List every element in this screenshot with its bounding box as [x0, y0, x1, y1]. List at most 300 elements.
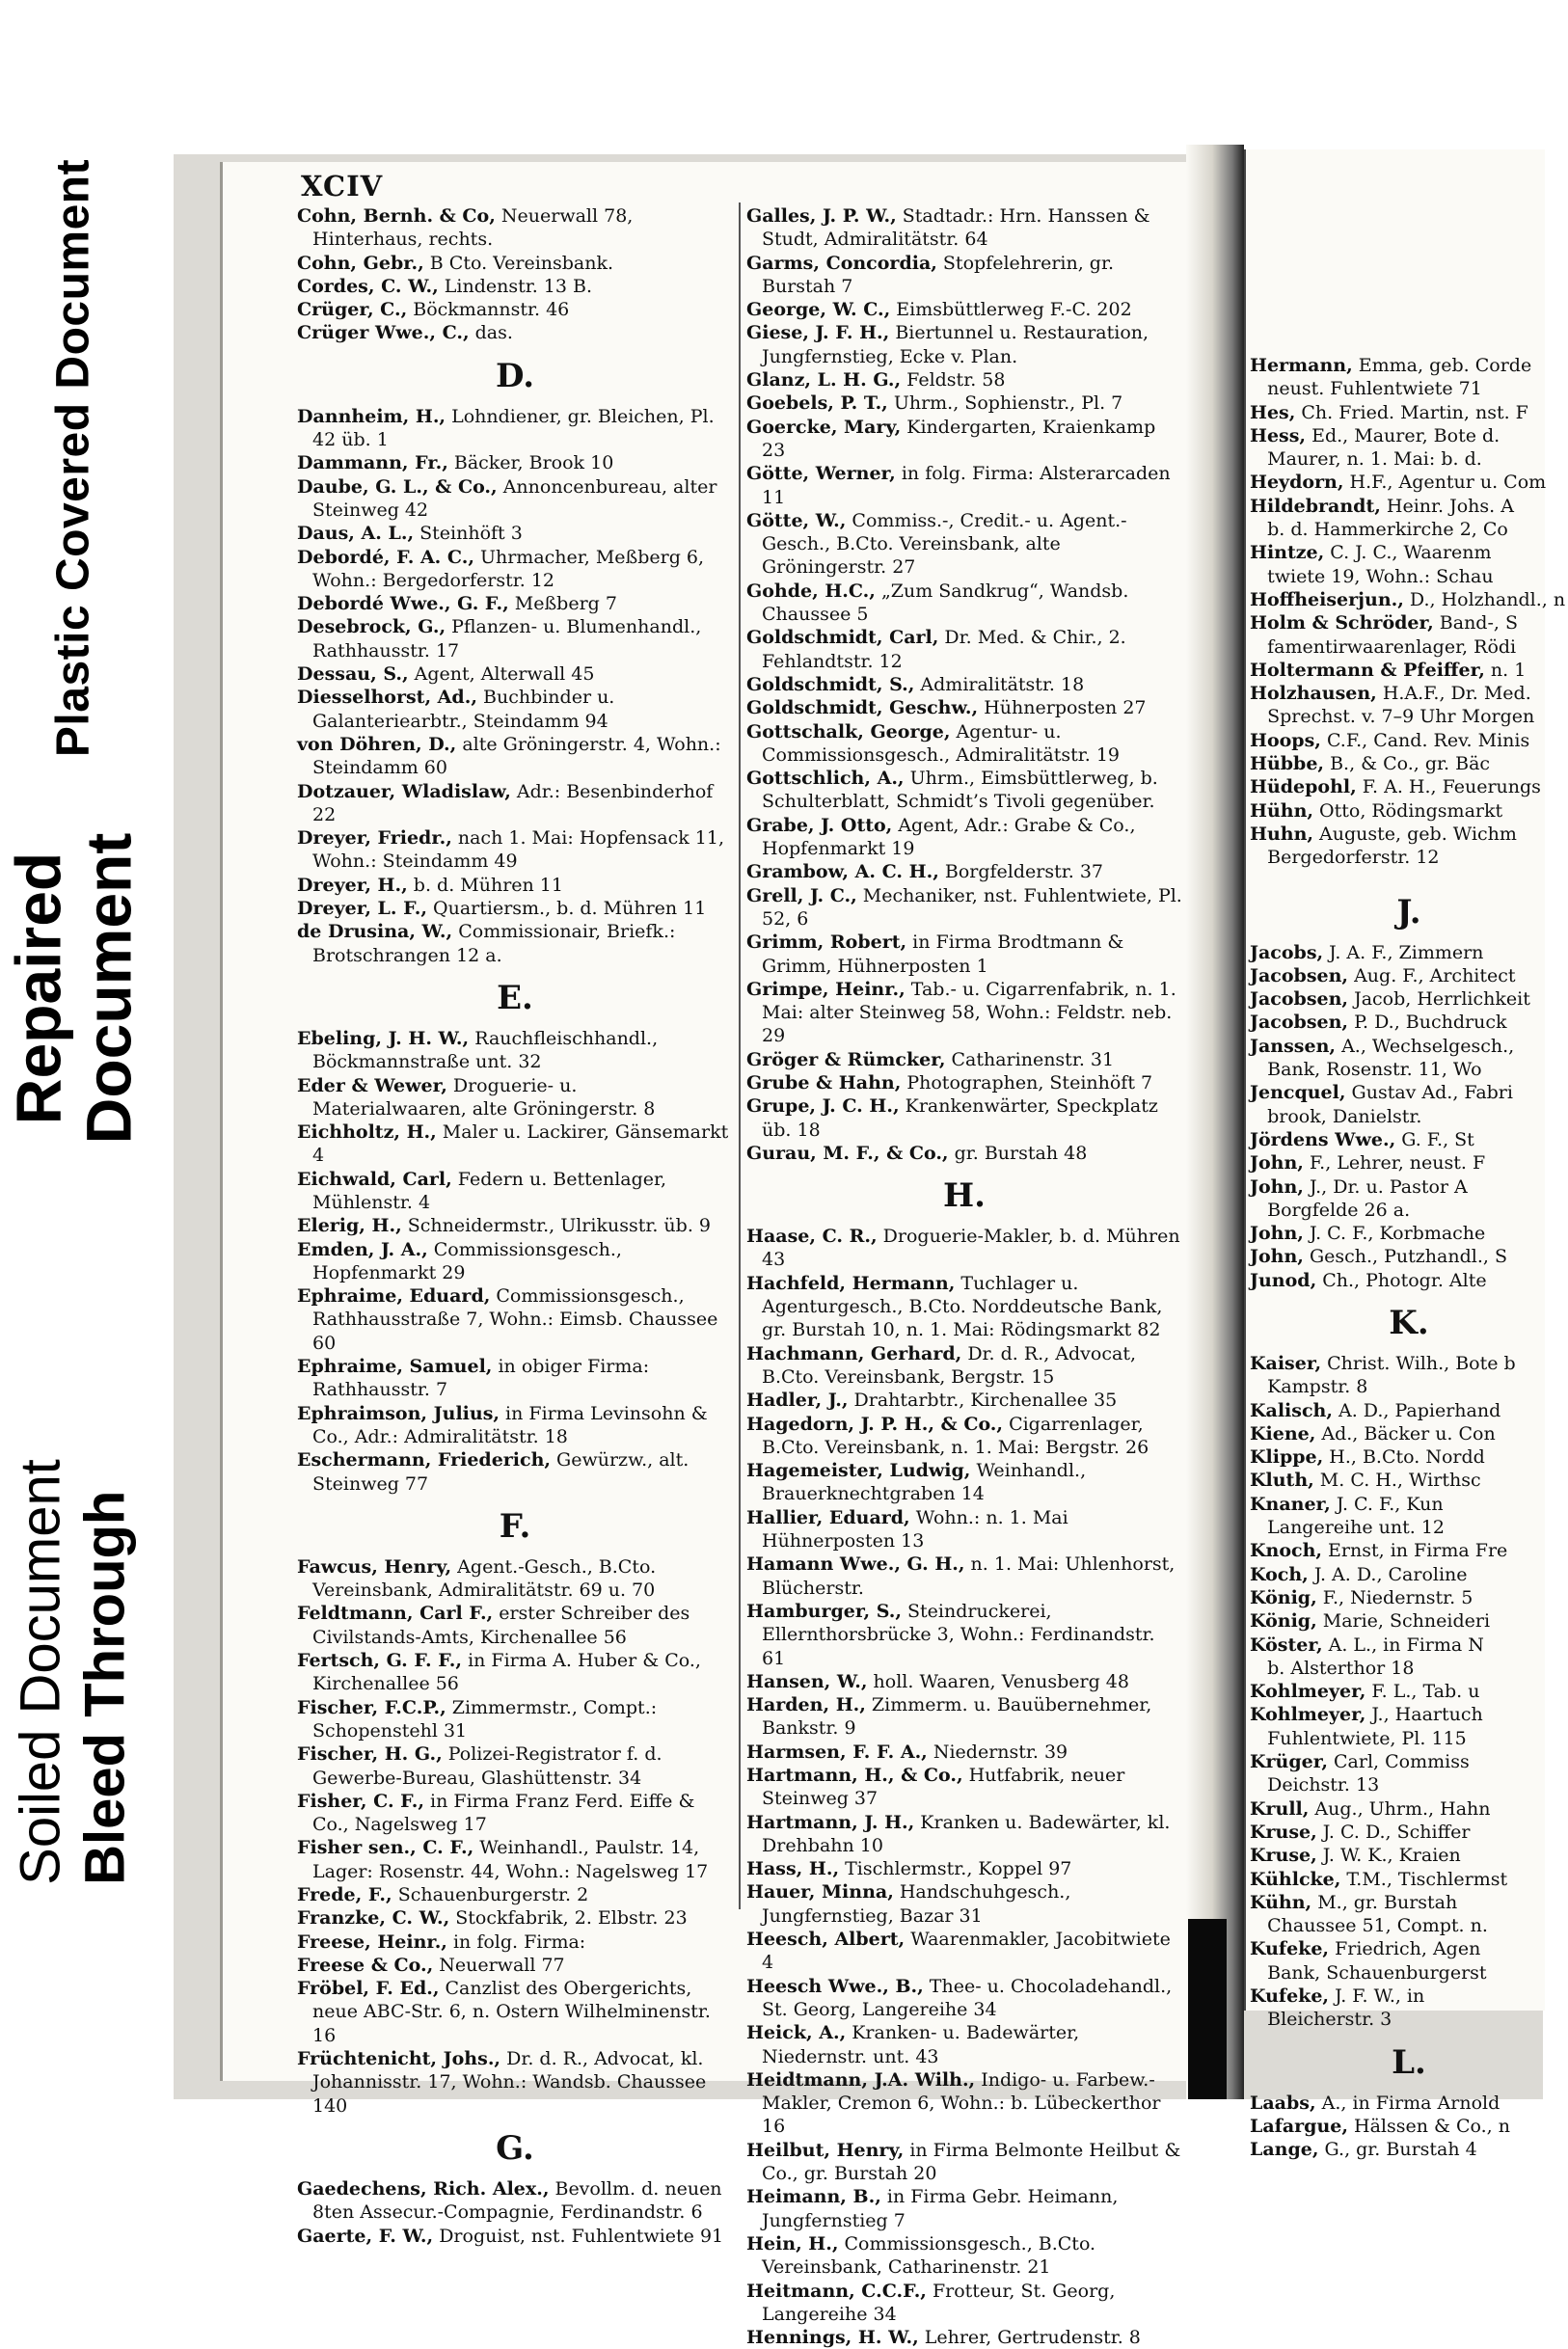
entry-name: von Döhren, D., — [297, 733, 457, 755]
directory-line: brook, Danielstr. — [1250, 1105, 1422, 1127]
entry-name: Goldschmidt, Geschw., — [746, 697, 979, 719]
entry-name: Laabs, — [1250, 2092, 1316, 2114]
directory-entry — [746, 1693, 1182, 1741]
directory-line — [1250, 1984, 1568, 2008]
entry-name: Gaedechens, Rich. Alex., — [297, 2177, 550, 2200]
entry-details: Weinhandl., Brauerknechtgraben 14 — [762, 1460, 1087, 1505]
entry-name: Götte, W., — [746, 509, 847, 531]
entry-name: Crüger, C., — [297, 299, 408, 321]
entry-name: Cohn, Gebr., — [297, 252, 424, 274]
right-page — [1244, 149, 1566, 2161]
entry-name: Gohde, H.C., — [746, 580, 876, 602]
entry-name: Hartmann, H., & Co., — [746, 1765, 963, 1786]
entry-name: Dotzauer, Wladislaw, — [297, 780, 511, 802]
entry-name: Kohlmeyer, — [1250, 1704, 1366, 1726]
directory-line — [1250, 823, 1568, 846]
entry-details: Tab.- u. Cigarrenfabrik, n. 1. Mai: alter Steinweg 58, Wohn.: Feldstr. neb. 29 — [762, 978, 1176, 1047]
entry-name: Hartmann, J. H., — [746, 1811, 915, 1833]
entry-name: Grell, J. C., — [746, 884, 857, 906]
entry-details: Jacob, Herrlichkeit — [1348, 988, 1530, 1011]
entry-details: T.M., Tischlermst — [1340, 1868, 1508, 1890]
entry-name: Eichholtz, H., — [297, 1121, 437, 1144]
directory-line — [1250, 1750, 1568, 1773]
entry-details: C.F., Cand. Rev. Minis — [1320, 729, 1530, 751]
directory-entry — [297, 321, 733, 344]
entry-name: Giese, J. F. H., — [746, 322, 890, 344]
entry-name: König, — [1250, 1610, 1317, 1633]
directory-line — [1250, 1422, 1568, 1445]
entry-name: Hein, H., — [746, 2232, 839, 2254]
directory-entry — [297, 475, 733, 523]
directory-line — [1250, 588, 1568, 611]
entry-details: Commissionsgesch., Rathhausstraße 7, Wohn.: Eimsb. Chaussee 60 — [312, 1285, 718, 1354]
section-letter: J. — [1396, 892, 1421, 932]
directory-line — [1250, 1469, 1568, 1492]
entry-name: Goercke, Mary, — [746, 416, 902, 438]
entry-name: Grimm, Robert, — [746, 932, 907, 954]
entry-name: Eichwald, Carl, — [297, 1168, 452, 1190]
directory-line — [1250, 659, 1568, 682]
entry-name: Hamburger, S., — [746, 1600, 902, 1622]
directory-line — [1250, 495, 1568, 518]
directory-entry — [297, 275, 733, 298]
entry-details: „Zum Sandkrug“, Wandsb. Chaussee 5 — [762, 580, 1129, 626]
entry-details: Pflanzen- u. Blumenhandl., Rathhausstr. 17 — [312, 616, 702, 662]
directory-line: famentirwaarenlager, Rödi — [1250, 635, 1517, 658]
directory-line: Maurer, n. 1. Mai: b. d. — [1250, 448, 1482, 471]
directory-entry — [297, 1284, 733, 1355]
plastic-covered-text: Plastic Covered Document — [47, 158, 99, 758]
entry-name: Franzke, C. W., — [297, 1907, 450, 1930]
entry-name: Gaerte, F. W., — [297, 2225, 434, 2247]
entry-details: in Firma Franz Ferd. Eiffe & Co., Nagelsweg 17 — [312, 1790, 695, 1836]
entry-name: Lafargue, — [1250, 2115, 1348, 2137]
entry-name: Hennings, H. W., — [746, 2327, 919, 2349]
entry-name: Kaiser, — [1250, 1352, 1322, 1374]
section-letter: D. — [495, 356, 535, 395]
directory-line — [1250, 1493, 1568, 1516]
directory-line — [1250, 1586, 1568, 1609]
plastic-covered-label — [0, 158, 147, 758]
directory-line — [1250, 611, 1568, 634]
entry-name: Kruse, — [1250, 1821, 1317, 1843]
entry-name: Grimpe, Heinr., — [746, 978, 906, 1000]
directory-line: Borgfelde 26 a. — [1250, 1199, 1411, 1221]
directory-line — [1250, 541, 1568, 564]
directory-entry — [297, 1238, 733, 1285]
entry-name: Kühn, — [1250, 1891, 1312, 1913]
entry-details: Waarenmakler, Jacobitwiete 4 — [762, 1929, 1171, 1974]
entry-name: Frede, F., — [297, 1884, 392, 1905]
entry-name: Dammann, Fr., — [297, 452, 448, 474]
entry-details: B Cto. Vereinsbank. — [423, 252, 614, 274]
directory-entry — [297, 1448, 733, 1496]
entry-name: Cohn, Bernh. & Co, — [297, 205, 496, 227]
entry-details: Band-, S — [1433, 612, 1518, 634]
entry-name: Hallier, Eduard, — [746, 1506, 910, 1528]
entry-name: Goldschmidt, S., — [746, 673, 915, 695]
directory-entry — [297, 1930, 733, 1954]
entry-details: J. C. D., Schiffer — [1316, 1821, 1471, 1843]
entry-name: Hauer, Minna, — [746, 1881, 894, 1904]
entry-details: Böckmannstr. 46 — [407, 299, 570, 321]
entry-details: Catharinenstr. 31 — [945, 1048, 1115, 1070]
directory-entry — [297, 204, 733, 252]
entry-details: Stockfabrik, 2. Elbstr. 23 — [449, 1907, 688, 1930]
entry-details: Lehrer, Gertrudenstr. 8 — [918, 2327, 1141, 2349]
entry-name: Knaner, — [1250, 1493, 1331, 1515]
directory-entry — [746, 1094, 1182, 1142]
directory-entry — [746, 978, 1182, 1048]
entry-details: Uhrm., Sophienstr., Pl. 7 — [887, 392, 1123, 415]
directory-line — [1250, 964, 1568, 987]
entry-details: in Firma Levinsohn & Co., Adr.: Admiralitätstr. 18 — [312, 1402, 708, 1447]
entry-name: Krull, — [1250, 1797, 1310, 1820]
entry-details: Commiss.-, Credit.- u. Agent.-Gesch., B.Cto. Vereinsbank, alte Gröningerstr. 27 — [762, 509, 1127, 579]
directory-line — [1250, 1821, 1568, 1844]
entry-details: n. 1. Mai: Uhlenhorst, Blücherstr. — [762, 1553, 1176, 1599]
entry-details: Stopfelehrerin, gr. Burstah 7 — [762, 252, 1115, 297]
entry-name: Grupe, J. C. H., — [746, 1095, 900, 1118]
soiled-bleed-label — [0, 1244, 147, 2099]
directory-line — [1250, 987, 1568, 1011]
entry-details: in folg. Firma: Alsterarcaden 11 — [762, 463, 1171, 508]
directory-entry — [746, 1741, 1182, 1764]
directory-line: b. Alsterthor 18 — [1250, 1657, 1415, 1679]
entry-details: Wohn.: n. 1. Mai Hühnerposten 13 — [762, 1506, 1068, 1552]
entry-details: Schneidermstr., Ulrikusstr. üb. 9 — [401, 1215, 711, 1237]
entry-name: Junod, — [1250, 1269, 1317, 1291]
entry-details: Schauenburgerstr. 2 — [392, 1884, 589, 1905]
directory-entry — [297, 1742, 733, 1790]
entry-details: Ed., Maurer, Bote d. — [1306, 424, 1500, 446]
directory-line — [1250, 682, 1568, 705]
directory-line: Deichstr. 13 — [1250, 1774, 1380, 1796]
book-gutter — [1186, 145, 1244, 2099]
entry-name: Krüger, — [1250, 1751, 1328, 1773]
entry-name: Dessau, S., — [297, 663, 409, 686]
directory-line — [1250, 1445, 1568, 1469]
entry-details: Gustav Ad., Fabri — [1345, 1082, 1513, 1104]
entry-name: Galles, J. P. W., — [746, 205, 897, 227]
directory-entry — [297, 920, 733, 967]
entry-name: Grube & Hahn, — [746, 1071, 902, 1094]
entry-name: Dreyer, Friedr., — [297, 827, 452, 850]
entry-details: in Firma Gebr. Heimann, Jungfernstieg 7 — [762, 2186, 1119, 2231]
entry-name: Garms, Concordia, — [746, 252, 937, 274]
entry-details: in Firma Belmonte Heilbut & Co., gr. Burstah 20 — [762, 2139, 1181, 2185]
entry-name: Hermann, — [1250, 355, 1353, 376]
directory-entry — [297, 897, 733, 920]
directory-line — [1250, 1868, 1568, 1891]
entry-name: Daube, G. L., & Co., — [297, 475, 498, 498]
directory-line — [1250, 729, 1568, 752]
entry-name: Harmsen, F. F. A., — [746, 1741, 928, 1763]
entry-name: Heydorn, — [1250, 472, 1344, 494]
entry-details: A., in Firma Arnold — [1315, 2092, 1500, 2114]
directory-entry — [746, 2068, 1182, 2139]
entry-name: Glanz, L. H. G., — [746, 369, 902, 392]
directory-entry — [746, 1928, 1182, 1975]
entry-details: G. F., St — [1395, 1128, 1474, 1150]
entry-details: Polizei-Registrator f. d. Gewerbe-Bureau, Glashüttenstr. 34 — [312, 1743, 662, 1789]
directory-entry — [746, 1880, 1182, 1928]
entry-name: Hamann Wwe., G. H., — [746, 1553, 965, 1576]
entry-name: John, — [1250, 1223, 1304, 1245]
entry-details: Niedernstr. 39 — [927, 1741, 1068, 1763]
entry-details: H., B.Cto. Nordd — [1323, 1446, 1485, 1469]
entry-name: Huhn, — [1250, 823, 1314, 845]
directory-line: Kampstr. 8 — [1250, 1376, 1368, 1398]
entry-details: Buchbinder u. Galanteriearbtr., Steindamm 94 — [312, 687, 615, 732]
entry-name: Cordes, C. W., — [297, 275, 439, 297]
entry-details: Heinr. Johs. A — [1380, 495, 1514, 517]
directory-entry — [746, 1600, 1182, 1670]
entry-details: Zimmerm. u. Bauübernehmer, Bankstr. 9 — [762, 1694, 1152, 1740]
directory-entry — [746, 814, 1182, 861]
entry-details: Steinhöft 3 — [414, 523, 523, 545]
entry-name: Harden, H., — [746, 1694, 866, 1716]
entry-details: Annoncenbureau, alter Steinweg 42 — [312, 475, 717, 521]
directory-line — [1250, 1539, 1568, 1562]
section-letter: L. — [1392, 2042, 1426, 2082]
directory-line — [1250, 941, 1568, 964]
directory-line — [1250, 1797, 1568, 1821]
entry-name: Lange, — [1250, 2139, 1319, 2161]
entry-name: Jördens Wwe., — [1250, 1128, 1396, 1150]
directory-entry — [297, 1214, 733, 1237]
entry-details: F. A. H., Feuerungs — [1356, 776, 1541, 798]
entry-details: Eimsbüttlerweg F.-C. 202 — [890, 299, 1132, 321]
page-number: XCIV — [301, 170, 384, 202]
section-letter: F. — [499, 1506, 531, 1546]
directory-column-middle — [746, 204, 1182, 2349]
entry-details: G., gr. Burstah 4 — [1318, 2139, 1477, 2161]
entry-details: Agent, Adr.: Grabe & Co., Hopfenmarkt 19 — [762, 814, 1136, 860]
entry-details: in Firma A. Huber & Co., Kirchenallee 56 — [312, 1650, 701, 1695]
directory-entry — [746, 1272, 1182, 1342]
directory-entry — [297, 1836, 733, 1883]
directory-entry — [746, 1389, 1182, 1412]
entry-details: Kranken- u. Badewärter, Niedernstr. unt. 43 — [762, 2022, 1080, 2067]
entry-name: Fertsch, G. F. F., — [297, 1650, 463, 1672]
entry-name: Gottschalk, George, — [746, 720, 951, 742]
entry-details: Stadtadr.: Hrn. Hanssen & Studt, Admiralitätstr. 64 — [762, 205, 1150, 251]
entry-name: Hess, — [1250, 424, 1307, 446]
entry-name: Koch, — [1250, 1563, 1309, 1585]
directory-entry — [297, 686, 733, 733]
entry-name: Kluth, — [1250, 1470, 1314, 1492]
entry-details: F., Lehrer, neust. F — [1303, 1152, 1486, 1174]
directory-line — [1250, 471, 1568, 494]
entry-details: Frotteur, St. Georg, Langereihe 34 — [762, 2280, 1116, 2325]
entry-details: Agentur- u. Commissionsgesch., Admiralitätstr. 19 — [762, 720, 1121, 766]
directory-entry — [746, 580, 1182, 627]
entry-name: de Drusina, W., — [297, 921, 453, 943]
entry-name: Freese & Co., — [297, 1954, 434, 1976]
directory-entry — [297, 546, 733, 593]
directory-entry — [297, 1954, 733, 1977]
entry-details: holl. Waaren, Venusberg 48 — [867, 1670, 1129, 1692]
entry-details: Dr. Med. & Chir., 2. Fehlandtstr. 12 — [762, 627, 1126, 672]
entry-name: Debordé Wwe., G. F., — [297, 593, 509, 615]
entry-name: Klippe, — [1250, 1446, 1324, 1469]
entry-name: Gurau, M. F., & Co., — [746, 1142, 949, 1164]
entry-details: J. C. F., Korbmache — [1303, 1223, 1486, 1245]
entry-details: Otto, Rödingsmarkt — [1313, 799, 1503, 822]
section-letter: E. — [497, 978, 533, 1017]
entry-name: John, — [1250, 1246, 1304, 1268]
directory-line — [1250, 1011, 1568, 1034]
entry-name: Fisher, C. F., — [297, 1790, 424, 1812]
right-page-column — [1250, 354, 1568, 2161]
entry-name: Hachfeld, Hermann, — [746, 1272, 956, 1294]
entry-details: F. L., Tab. u — [1365, 1681, 1480, 1703]
entry-details: Drahtarbtr., Kirchenallee 35 — [848, 1390, 1118, 1412]
entry-name: Hagemeister, Ludwig, — [746, 1460, 971, 1482]
directory-line — [1250, 1634, 1568, 1657]
directory-line: twiete 19, Wohn.: Schau — [1250, 565, 1494, 587]
entry-details: Christ. Wilh., Bote b — [1321, 1352, 1516, 1374]
entry-details: das. — [469, 322, 513, 344]
entry-details: P. D., Buchdruck — [1348, 1012, 1507, 1034]
entry-details: Droguist, nst. Fuhlentwiete 91 — [433, 2225, 724, 2247]
entry-name: Dannheim, H., — [297, 405, 446, 427]
entry-name: Fischer, F.C.P., — [297, 1696, 446, 1718]
directory-line — [1250, 1151, 1568, 1174]
entry-name: Hes, — [1250, 401, 1296, 423]
entry-name: Heesch, Albert, — [746, 1929, 906, 1951]
directory-entry — [746, 696, 1182, 719]
directory-entry — [297, 1696, 733, 1743]
entry-name: Knoch, — [1250, 1540, 1322, 1562]
entry-details: Uhrm., Eimsbüttlerweg, b. Schulterblatt, Schmidt’s Tivoli gegenüber. — [762, 768, 1158, 813]
entry-name: Elerig, H., — [297, 1215, 402, 1237]
entry-name: Hagedorn, J. P. H., & Co., — [746, 1413, 1004, 1435]
entry-name: George, W. C., — [746, 299, 891, 321]
directory-entry — [297, 874, 733, 897]
section-letter: K. — [1389, 1303, 1429, 1342]
directory-entry — [746, 2326, 1182, 2349]
entry-details: Aug. F., Architect — [1348, 964, 1516, 986]
directory-entry — [746, 1459, 1182, 1506]
entry-details: Admiralitätstr. 18 — [914, 673, 1085, 695]
entry-name: Holzhausen, — [1250, 683, 1377, 705]
entry-details: Commissionsgesch., Hopfenmarkt 29 — [312, 1238, 622, 1283]
entry-details: Hälssen & Co., n — [1347, 2115, 1510, 2137]
entry-name: Fisher sen., C. F., — [297, 1837, 474, 1859]
entry-details: D., Holzhandl., n — [1403, 588, 1566, 610]
entry-name: Köster, — [1250, 1634, 1323, 1656]
entry-details: Friedrich, Agen — [1329, 1938, 1481, 1960]
entry-details: Neuerwall 78, Hinterhaus, rechts. — [312, 205, 634, 251]
entry-name: Götte, Werner, — [746, 463, 896, 485]
entry-name: Ephraimson, Julius, — [297, 1402, 500, 1424]
entry-name: Debordé, F. A. C., — [297, 546, 474, 568]
entry-name: Kufeke, — [1250, 1985, 1330, 2007]
entry-details: J. A. D., Caroline — [1308, 1563, 1468, 1585]
entry-details: Aug., Uhrm., Hahn — [1309, 1797, 1491, 1820]
directory-entry — [297, 780, 733, 827]
directory-entry — [746, 1071, 1182, 1094]
directory-entry — [746, 368, 1182, 392]
entry-details: Agent.-Gesch., B.Cto. Vereinsbank, Admiralitätstr. 69 u. 70 — [312, 1555, 657, 1602]
directory-entry — [746, 2185, 1182, 2232]
entry-name: Hass, H., — [746, 1858, 840, 1880]
entry-name: Kohlmeyer, — [1250, 1681, 1366, 1703]
entry-name: Hildebrandt, — [1250, 495, 1381, 517]
directory-line: Bergedorferstr. 12 — [1250, 847, 1440, 869]
directory-line — [1250, 1269, 1568, 1292]
entry-details: in Firma Brodtmann & Grimm, Hühnerposten 1 — [762, 932, 1124, 977]
entry-name: Eschermann, Friederich, — [297, 1449, 552, 1472]
directory-entry — [746, 1225, 1182, 1272]
directory-line — [1250, 401, 1568, 424]
entry-details: C. J. C., Waarenm — [1324, 542, 1492, 564]
entry-name: Haase, C. R., — [746, 1226, 878, 1248]
directory-line — [1250, 1081, 1568, 1104]
entry-name: John, — [1250, 1152, 1304, 1174]
entry-name: Ephraime, Samuel, — [297, 1356, 493, 1378]
directory-entry — [297, 1883, 733, 1906]
entry-name: Jacobsen, — [1250, 988, 1349, 1011]
entry-name: Früchtenicht, Johs., — [297, 2048, 501, 2070]
entry-name: Hühn, — [1250, 799, 1314, 822]
entry-details: H.F., Agentur u. Com — [1343, 472, 1547, 494]
directory-entry — [297, 1074, 733, 1121]
entry-details: in folg. Firma: — [446, 1930, 586, 1953]
entry-name: Hübbe, — [1250, 753, 1325, 775]
entry-details: Gewürzw., alt. Steinweg 77 — [312, 1449, 689, 1495]
entry-details: erster Schreiber des Civilstands-Amts, Kirchenallee 56 — [312, 1603, 690, 1648]
entry-name: Fischer, H. G., — [297, 1743, 443, 1766]
entry-details: Maler u. Lackirer, Gänsemarkt 4 — [312, 1121, 729, 1167]
entry-name: Holtermann & Pfeiffer, — [1250, 659, 1485, 681]
entry-name: Dreyer, H., — [297, 874, 408, 896]
directory-entry — [746, 1142, 1182, 1165]
entry-details: Biertunnel u. Restauration, Jungfernstieg, Ecke v. Plan. — [762, 322, 1149, 367]
directory-line: Chaussee 51, Compt. n. — [1250, 1915, 1488, 1937]
directory-line — [1250, 1245, 1568, 1268]
entry-name: Heimann, B., — [746, 2186, 881, 2208]
directory-line — [1250, 1563, 1568, 1586]
entry-details: nach 1. Mai: Hopfensack 11, Wohn.: Steindamm 49 — [312, 827, 724, 873]
entry-name: Heilbut, Henry, — [746, 2139, 905, 2161]
entry-name: Feldtmann, Carl F., — [297, 1603, 494, 1625]
entry-name: Holm & Schröder, — [1250, 612, 1434, 634]
entry-name: Dreyer, L. F., — [297, 898, 427, 920]
directory-entry — [746, 860, 1182, 883]
entry-name: Kalisch, — [1250, 1399, 1333, 1421]
entry-details: Kindergarten, Kraienkamp 23 — [762, 416, 1156, 461]
directory-entry — [746, 1975, 1182, 2022]
entry-details: Agent, Alterwall 45 — [408, 663, 595, 686]
entry-details: Mechaniker, nst. Fuhlentwiete, Pl. 52, 6 — [762, 884, 1182, 930]
entry-name: Gottschlich, A., — [746, 768, 905, 790]
entry-name: Heick, A., — [746, 2022, 847, 2044]
directory-entry — [297, 1027, 733, 1074]
entry-details: Ch. Fried. Martin, nst. F — [1295, 401, 1528, 423]
entry-details: n. 1 — [1484, 659, 1527, 681]
entry-name: Goldschmidt, Carl, — [746, 627, 939, 649]
entry-details: Kranken u. Badewärter, kl. Drehbahn 10 — [762, 1811, 1171, 1856]
directory-line — [1250, 2115, 1568, 2138]
directory-line — [1250, 775, 1568, 798]
directory-entry — [297, 1355, 733, 1402]
directory-entry — [297, 1168, 733, 1215]
entry-name: Kufeke, — [1250, 1938, 1330, 1960]
directory-entry — [746, 1342, 1182, 1390]
